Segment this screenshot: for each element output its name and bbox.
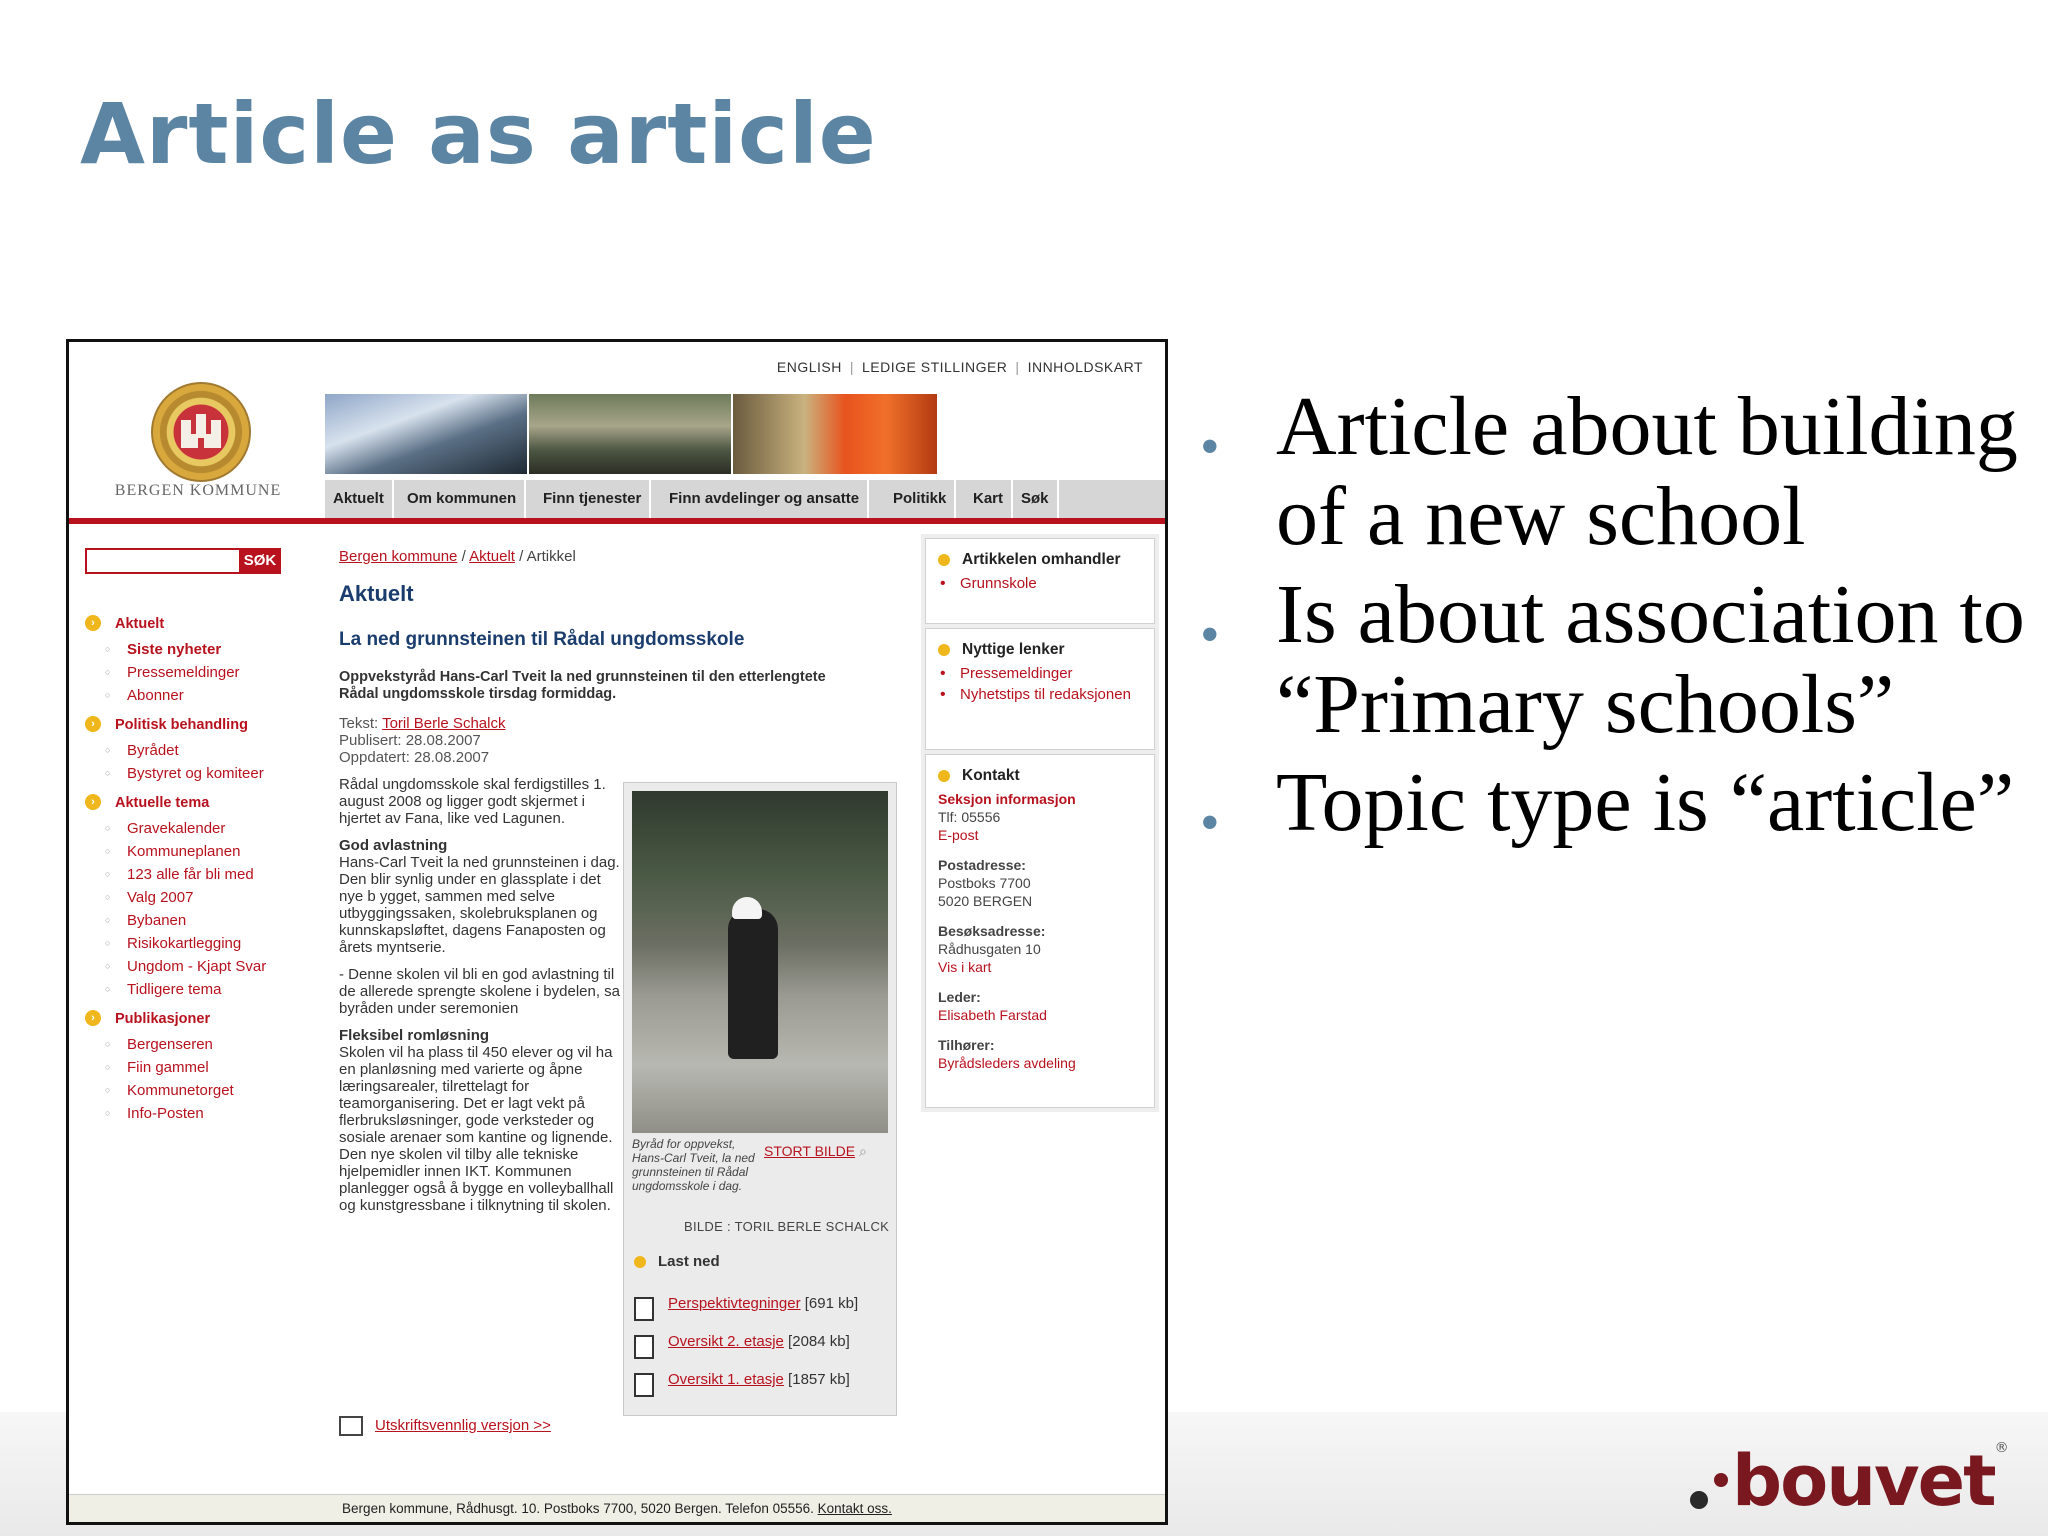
main-navigation <box>325 480 1165 518</box>
useful-link[interactable]: • Pressemeldinger <box>960 665 1154 682</box>
nav-finn-avdelinger[interactable]: Finn avdelinger og ansatte <box>661 480 869 518</box>
logo-dot-icon <box>1690 1491 1708 1509</box>
bullet-dot-icon <box>938 770 950 782</box>
logo-text: BERGEN KOMMUNE <box>114 482 282 499</box>
bullet-dot-icon <box>938 644 950 656</box>
website-screenshot <box>66 339 1168 1525</box>
site-footer: Bergen kommune, Rådhusgt. 10. Postboks 7700, 5020 Bergen. Telefon 05556. Kontakt oss. <box>69 1494 1165 1523</box>
visit-label: Besøksadresse: <box>938 923 1046 939</box>
bullet-dot-icon <box>938 554 950 566</box>
leftnav-item[interactable]: ○ Kommuneplanen <box>85 840 315 863</box>
slide-title: Article as article <box>80 85 877 183</box>
file-icon <box>634 1297 654 1321</box>
leftnav-section-aktuelt[interactable]: › Aktuelt <box>85 616 315 632</box>
paragraph: - Denne skolen vil bli en god avlastning til de allerede sprengte skolene i bydelen, sa byråden under seremonien <box>339 966 621 1017</box>
subheading: God avlastning <box>339 837 448 854</box>
postal-label: Postadresse: <box>938 857 1026 873</box>
downloads-heading: Last ned <box>634 1253 720 1270</box>
department-link[interactable]: Byrådsleders avdeling <box>938 1055 1076 1071</box>
contact-email-link[interactable]: E-post <box>938 827 979 843</box>
leftnav-section-politisk[interactable]: › Politisk behandling <box>85 717 315 733</box>
leftnav-item[interactable]: ○ Tidligere tema <box>85 978 315 1001</box>
file-icon <box>634 1373 654 1397</box>
large-image-link[interactable]: STORT BILDE ⌕ <box>764 1143 867 1159</box>
bullet-dot-icon: • <box>1200 792 1220 854</box>
paragraph: Hans-Carl Tveit la ned grunnsteinen i dag. Den blir synlig under en glassplate i det nye b ygget, sammen med selve utbyggingssaken, skolebruksplanen og kunnskapsløftet, dagens Fanaposten og årets myntserie. <box>339 854 620 956</box>
city-seal-logo[interactable] <box>151 382 251 482</box>
magnifier-icon: ⌕ <box>858 1143 867 1159</box>
breadcrumb-current: Artikkel <box>526 548 576 565</box>
published-date: Publisert: 28.08.2007 <box>339 732 481 749</box>
box-heading: Nyttige lenker <box>938 641 1154 659</box>
useful-links-box <box>925 628 1155 750</box>
chevron-right-icon: › <box>85 615 101 631</box>
nav-aktuelt[interactable]: Aktuelt <box>325 480 394 518</box>
leftnav-section-aktuelle-tema[interactable]: › Aktuelle tema <box>85 795 315 811</box>
search-input[interactable] <box>85 548 241 574</box>
paragraph: Skolen vil ha plass til 450 elever og vil ha en planløsning med varierte og åpne læringsarealer, tilrettelagt for teamorganisering. Det er lagt vekt på flerbruksløsninger, gode verksteder og sosiale arenaer som kantine og lignende. Den nye skolen vil tilby alle tekniske hjelpemidler innen IKT. Kommunen planlegger også å bygge en volleyballhall og kunstgressbane i tilknytning til skolen. <box>339 1044 614 1214</box>
author-link[interactable]: Toril Berle Schalck <box>382 715 506 732</box>
subheading: Fleksibel romløsning <box>339 1027 490 1044</box>
download-item: Perspektivtegninger [691 kb] <box>634 1295 918 1312</box>
leftnav-item[interactable]: ○ Bystyret og komiteer <box>85 762 315 785</box>
leftnav-item[interactable]: ○ Fiin gammel <box>85 1056 315 1079</box>
breadcrumb-home[interactable]: Bergen kommune <box>339 548 458 565</box>
printer-icon <box>339 1416 363 1436</box>
topnav-english[interactable]: ENGLISH <box>776 359 842 375</box>
visit-address: Rådhusgaten 10 <box>938 941 1041 957</box>
leftnav-item[interactable]: ○ Bybanen <box>85 909 315 932</box>
topic-link[interactable]: • Grunnskole <box>960 575 1154 592</box>
header-divider <box>69 518 1165 524</box>
updated-date: Oppdatert: 28.08.2007 <box>339 749 490 766</box>
leftnav-item[interactable]: ○ Risikokartlegging <box>85 932 315 955</box>
harbour-photo <box>529 394 731 474</box>
contact-box <box>925 754 1155 1108</box>
download-item: Oversikt 1. etasje [1857 kb] <box>634 1371 918 1388</box>
chevron-right-icon: › <box>85 1010 101 1026</box>
contact-section-link[interactable]: Seksjon informasjon <box>938 791 1076 807</box>
mountain-photo <box>325 394 527 474</box>
useful-link[interactable]: • Nyhetstips til redaksjonen <box>960 686 1154 703</box>
leftnav-item[interactable]: ○ Bergenseren <box>85 1033 315 1056</box>
contact-phone: Tlf: 05556 <box>938 809 1001 825</box>
box-heading: Artikkelen omhandler <box>938 551 1154 569</box>
leftnav-item[interactable]: ○ Pressemeldinger <box>85 661 315 684</box>
hard-hat-shape <box>732 897 762 919</box>
topnav-ledige-stillinger[interactable]: LEDIGE STILLINGER <box>861 359 1008 375</box>
postal-line: 5020 BERGEN <box>938 893 1033 909</box>
box-heading: Kontakt <box>938 767 1154 785</box>
nav-finn-tjenester[interactable]: Finn tjenester <box>535 480 651 518</box>
leftnav-item[interactable]: ○ Byrådet <box>85 739 315 762</box>
header-photo-strip <box>325 394 937 474</box>
bullet-dot-icon <box>634 1256 646 1268</box>
download-item: Oversikt 2. etasje [2084 kb] <box>634 1333 918 1350</box>
image-credit: BILDE : TORIL BERLE SCHALCK <box>684 1219 890 1234</box>
breadcrumb: Bergen kommune / Aktuelt / Artikkel <box>339 548 576 565</box>
nav-kart[interactable]: Kart <box>965 480 1013 518</box>
leftnav-section-publikasjoner[interactable]: › Publikasjoner <box>85 1011 315 1027</box>
leftnav-item[interactable]: ○ 123 alle får bli med <box>85 863 315 886</box>
article-lead: Oppvekstyråd Hans-Carl Tveit la ned grunnsteinen til den etterlengtete Rådal ungdomsskole tirsdag formiddag. <box>339 669 826 702</box>
castle-icon <box>177 410 225 450</box>
logo-dot-icon <box>1714 1473 1728 1487</box>
belongs-label: Tilhører: <box>938 1037 995 1053</box>
leftnav-item[interactable]: ○ Info-Posten <box>85 1102 315 1125</box>
leftnav-item[interactable]: ○ Gravekalender <box>85 817 315 840</box>
leftnav-item[interactable]: ○ Ungdom - Kjapt Svar <box>85 955 315 978</box>
umbrella-woman-photo <box>733 394 937 474</box>
search-button[interactable]: SØK <box>239 548 281 574</box>
article-meta: Tekst: Toril Berle Schalck Publisert: 28.08.2007 Oppdatert: 28.08.2007 <box>339 715 506 766</box>
paragraph: Rådal ungdomsskole skal ferdigstilles 1. august 2008 og ligger godt skjermet i hjertet av Fana, like ved Lagunen. <box>339 776 606 827</box>
leader-link[interactable]: Elisabeth Farstad <box>938 1007 1047 1023</box>
topnav-innholdskart[interactable]: INNHOLDSKART <box>1027 359 1143 375</box>
print-link-row <box>339 1416 551 1436</box>
article-photo[interactable] <box>632 791 888 1133</box>
section-heading: Aktuelt <box>339 581 414 606</box>
bullet-item: • Topic type is “article” <box>1196 758 2026 848</box>
leftnav-item[interactable]: ○ Valg 2007 <box>85 886 315 909</box>
file-icon <box>634 1335 654 1359</box>
leftnav-item[interactable]: ○ Abonner <box>85 684 315 707</box>
bullet-dot-icon: • <box>1200 604 1220 666</box>
leftnav-item[interactable]: ○ Siste nyheter <box>85 638 315 661</box>
nav-politikk[interactable]: Politikk <box>885 480 956 518</box>
image-box <box>623 782 897 1416</box>
person-shape <box>728 909 778 1059</box>
chevron-right-icon: › <box>85 794 101 810</box>
nav-sok[interactable]: Søk <box>1013 480 1059 518</box>
top-utility-nav: ENGLISH | LEDIGE STILLINGER | INNHOLDSKART <box>776 359 1143 375</box>
nav-om-kommunen[interactable]: Om kommunen <box>399 480 526 518</box>
show-map-link[interactable]: Vis i kart <box>938 959 992 975</box>
bullet-item: • Article about building of a new school <box>1200 380 2018 563</box>
print-version-link[interactable]: Utskriftsvennlig versjon >> <box>375 1416 551 1434</box>
article-body <box>339 776 629 1214</box>
leader-label: Leder: <box>938 989 981 1005</box>
chevron-right-icon: › <box>85 716 101 732</box>
article-title: La ned grunnsteinen til Rådal ungdomsskole <box>339 629 745 650</box>
postal-line: Postboks 7700 <box>938 875 1031 891</box>
bullet-item: • Is about association to “Primary schools” <box>1200 568 2025 751</box>
leftnav-item[interactable]: ○ Kommunetorget <box>85 1079 315 1102</box>
article-topics-box <box>925 538 1155 624</box>
left-navigation <box>85 606 315 1125</box>
image-caption: Byråd for oppvekst, Hans-Carl Tveit, la ned grunnsteinen til Rådal ungdomsskole i dag. <box>632 1137 755 1193</box>
bouvet-logo: bouvet® <box>1690 1440 2007 1522</box>
contact-us-link[interactable]: Kontakt oss. <box>817 1501 892 1516</box>
bullet-list <box>1196 380 2026 854</box>
breadcrumb-aktuelt[interactable]: Aktuelt <box>469 548 515 565</box>
bullet-dot-icon: • <box>1200 416 1220 478</box>
